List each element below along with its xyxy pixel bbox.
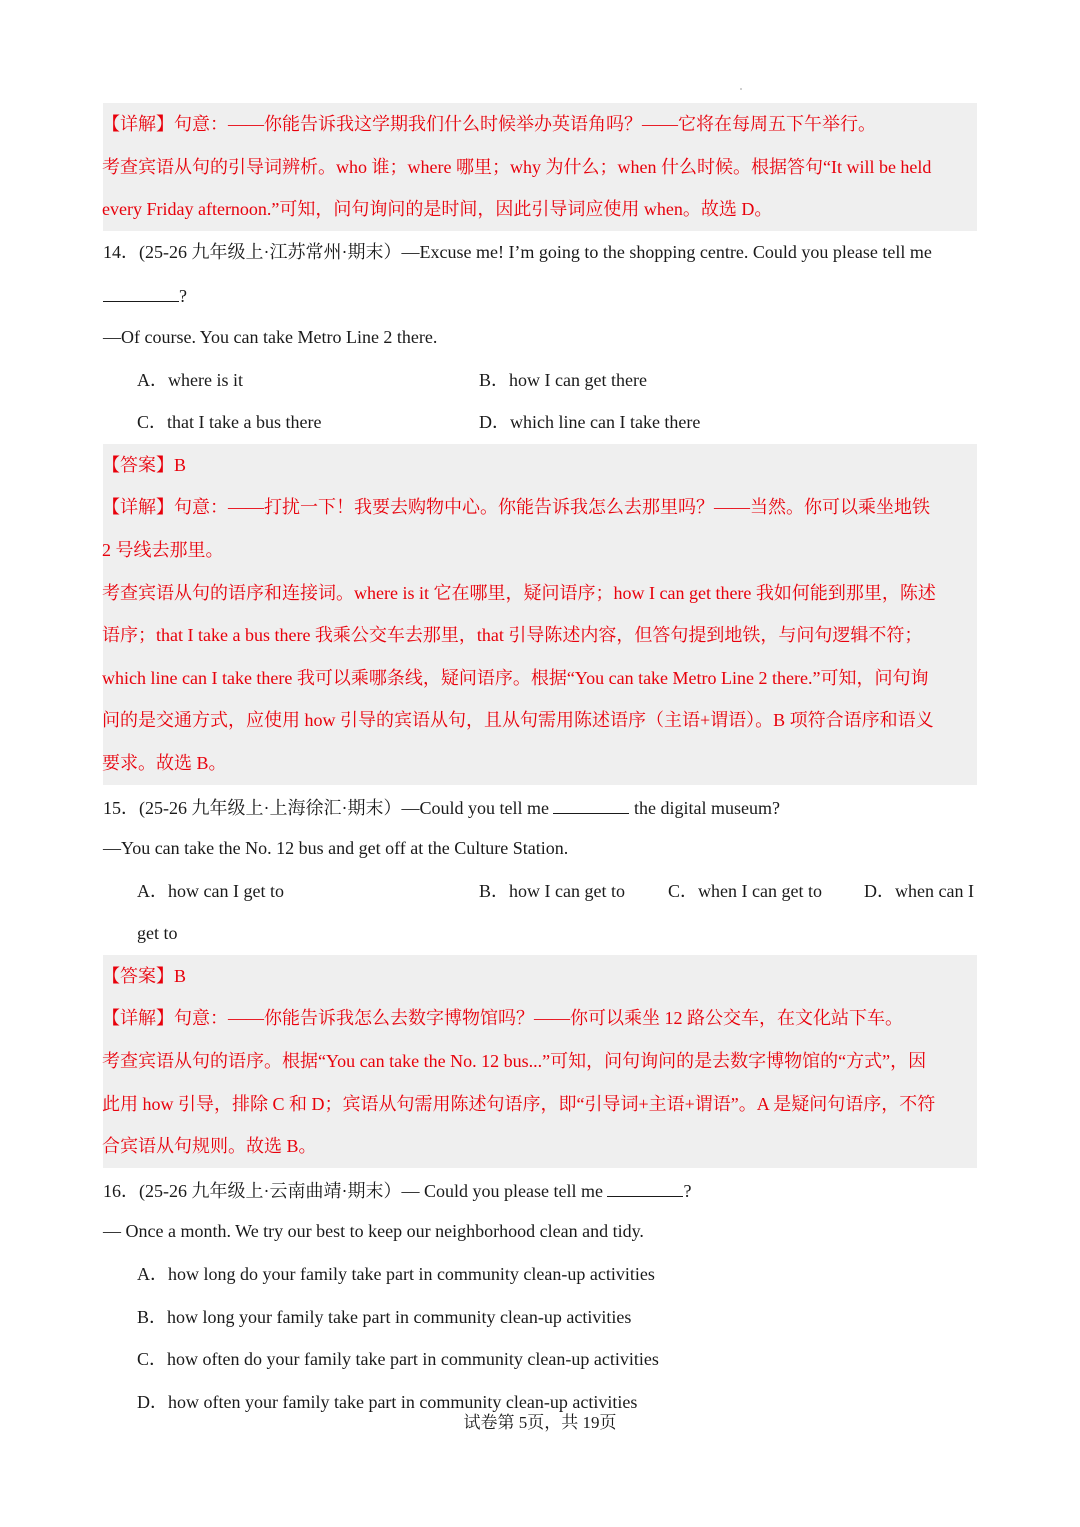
question-16 <box>103 1168 977 1424</box>
q15-explain-line: 合宾语从句规则。故选 B。 <box>102 1136 317 1157</box>
q16-stem-before: 16．(25-26 九年级上·云南曲靖·期末）— Could you please tell me <box>103 1180 603 1201</box>
q15-option-d-wrap: get to <box>137 923 178 944</box>
q15-explain-line: 考查宾语从句的语序。根据“You can take the No. 12 bus...”可知，问句询问的是去数字博物馆的“方式”，因 <box>102 1051 927 1072</box>
q16-reply: — Once a month. We try our best to keep our neighborhood clean and tidy. <box>103 1221 644 1242</box>
q16-stem-after: ? <box>683 1180 692 1201</box>
q14-explain-line: which line can I take there 我可以乘哪条线，疑问语序。根据“You can take Metro Line 2 there.”可知，问句询 <box>102 667 929 688</box>
q14-stem-cont <box>103 273 977 316</box>
q15-explain-line: 【详解】句意：——你能告诉我怎么去数字博物馆吗？——你可以乘坐 12 路公交车，在文化站下车。 <box>102 1008 903 1029</box>
q15-explain-line: 此用 how 引导，排除 C 和 D；宾语从句需用陈述句语序，即“引导词+主语+谓语”。A 是疑问句语序，不符 <box>102 1093 936 1114</box>
q14-option-c: C．that I take a bus there <box>137 412 322 433</box>
q15-reply: —You can take the No. 12 bus and get off at the Culture Station. <box>103 838 569 859</box>
q15-stem-before: 15．(25-26 九年级上·上海徐汇·期末）—Could you tell me <box>103 797 549 818</box>
exam-page <box>103 103 977 1423</box>
q13-explain-line: every Friday afternoon.”可知，问句询问的是时间，因此引导词应使用 when。故选 D。 <box>102 199 773 220</box>
q15-option-a: A．how can I get to <box>137 880 284 901</box>
q14-explain-line: 要求。故选 B。 <box>102 752 227 773</box>
q16-stem <box>103 1168 977 1211</box>
q13-explain-line: 考查宾语从句的引导词辨析。who 谁；where 哪里；why 为什么；when 什么时候。根据答句“It will be held <box>102 156 932 177</box>
q15-option-b: B．how I can get to <box>479 880 625 901</box>
q15-option-d: D．when can I <box>864 880 974 901</box>
q14-explain-line: 语序；that I take a bus there 我乘公交车去那里，that 引导陈述内容，但答句提到地铁，与问句逻辑不符； <box>102 625 923 646</box>
q15-option-c: C．when I can get to <box>668 880 822 901</box>
question-14 <box>103 231 977 444</box>
q13-explain-line: 【详解】句意：——你能告诉我这学期我们什么时候举办英语角吗？——它将在每周五下午举行。 <box>102 114 876 134</box>
q16-option-d: D．how often your family take part in community clean-up activities <box>137 1391 638 1412</box>
q16-option-b-row <box>103 1296 977 1339</box>
q15-options-row <box>103 870 977 913</box>
q14-options-row-2 <box>103 401 977 444</box>
q16-option-c-row <box>103 1338 977 1381</box>
q14-option-b: B．how I can get there <box>479 369 647 390</box>
q14-explain-line: 【详解】句意：——打扰一下！我要去购物中心。你能告诉我怎么去那里吗？——当然。你可以乘坐地铁 <box>102 497 930 518</box>
q14-stem-end: ? <box>179 286 187 307</box>
q14-explain-line: 2 号线去那里。 <box>102 539 224 560</box>
q15-answer-block <box>103 955 977 1168</box>
q14-explain-line: 考查宾语从句的语序和连接词。where is it 它在哪里，疑问语序；how I can get there 我如何能到那里，陈述 <box>102 582 936 603</box>
q14-option-a: A．where is it <box>137 369 243 390</box>
q14-answer-block <box>103 444 977 785</box>
q15-blank <box>553 785 629 814</box>
q16-option-a-row <box>103 1253 977 1296</box>
q16-option-b: B．how long your family take part in community clean-up activities <box>137 1306 632 1327</box>
q14-stem: 14．(25-26 九年级上·江苏常州·期末）—Excuse me! I’m going to the shopping centre. Could you please tell me <box>103 241 932 262</box>
q16-option-a: A．how long do your family take part in community clean-up activities <box>137 1264 655 1285</box>
q14-blank <box>103 273 179 302</box>
q13-explanation-block <box>103 103 977 231</box>
q15-stem-after: the digital museum? <box>633 797 780 818</box>
page-footer: 试卷第 5页，共 19页 <box>463 1413 617 1432</box>
q14-answer: 【答案】B <box>102 454 187 475</box>
q14-option-d: D．which line can I take there <box>479 412 701 433</box>
q16-blank <box>607 1168 683 1197</box>
q15-stem <box>103 785 977 828</box>
q14-options-row-1 <box>103 359 977 402</box>
scan-speck <box>740 88 742 90</box>
q16-option-c: C．how often do your family take part in community clean-up activities <box>137 1349 659 1370</box>
q14-explain-line: 问的是交通方式，应使用 how 引导的宾语从句，且从句需用陈述语序（主语+谓语）。B 项符合语序和语义 <box>102 710 934 731</box>
q15-answer: 【答案】B <box>102 965 187 986</box>
q15-options-wrap <box>103 912 977 955</box>
q14-reply: —Of course. You can take Metro Line 2 there. <box>103 326 438 347</box>
question-15 <box>103 785 977 955</box>
